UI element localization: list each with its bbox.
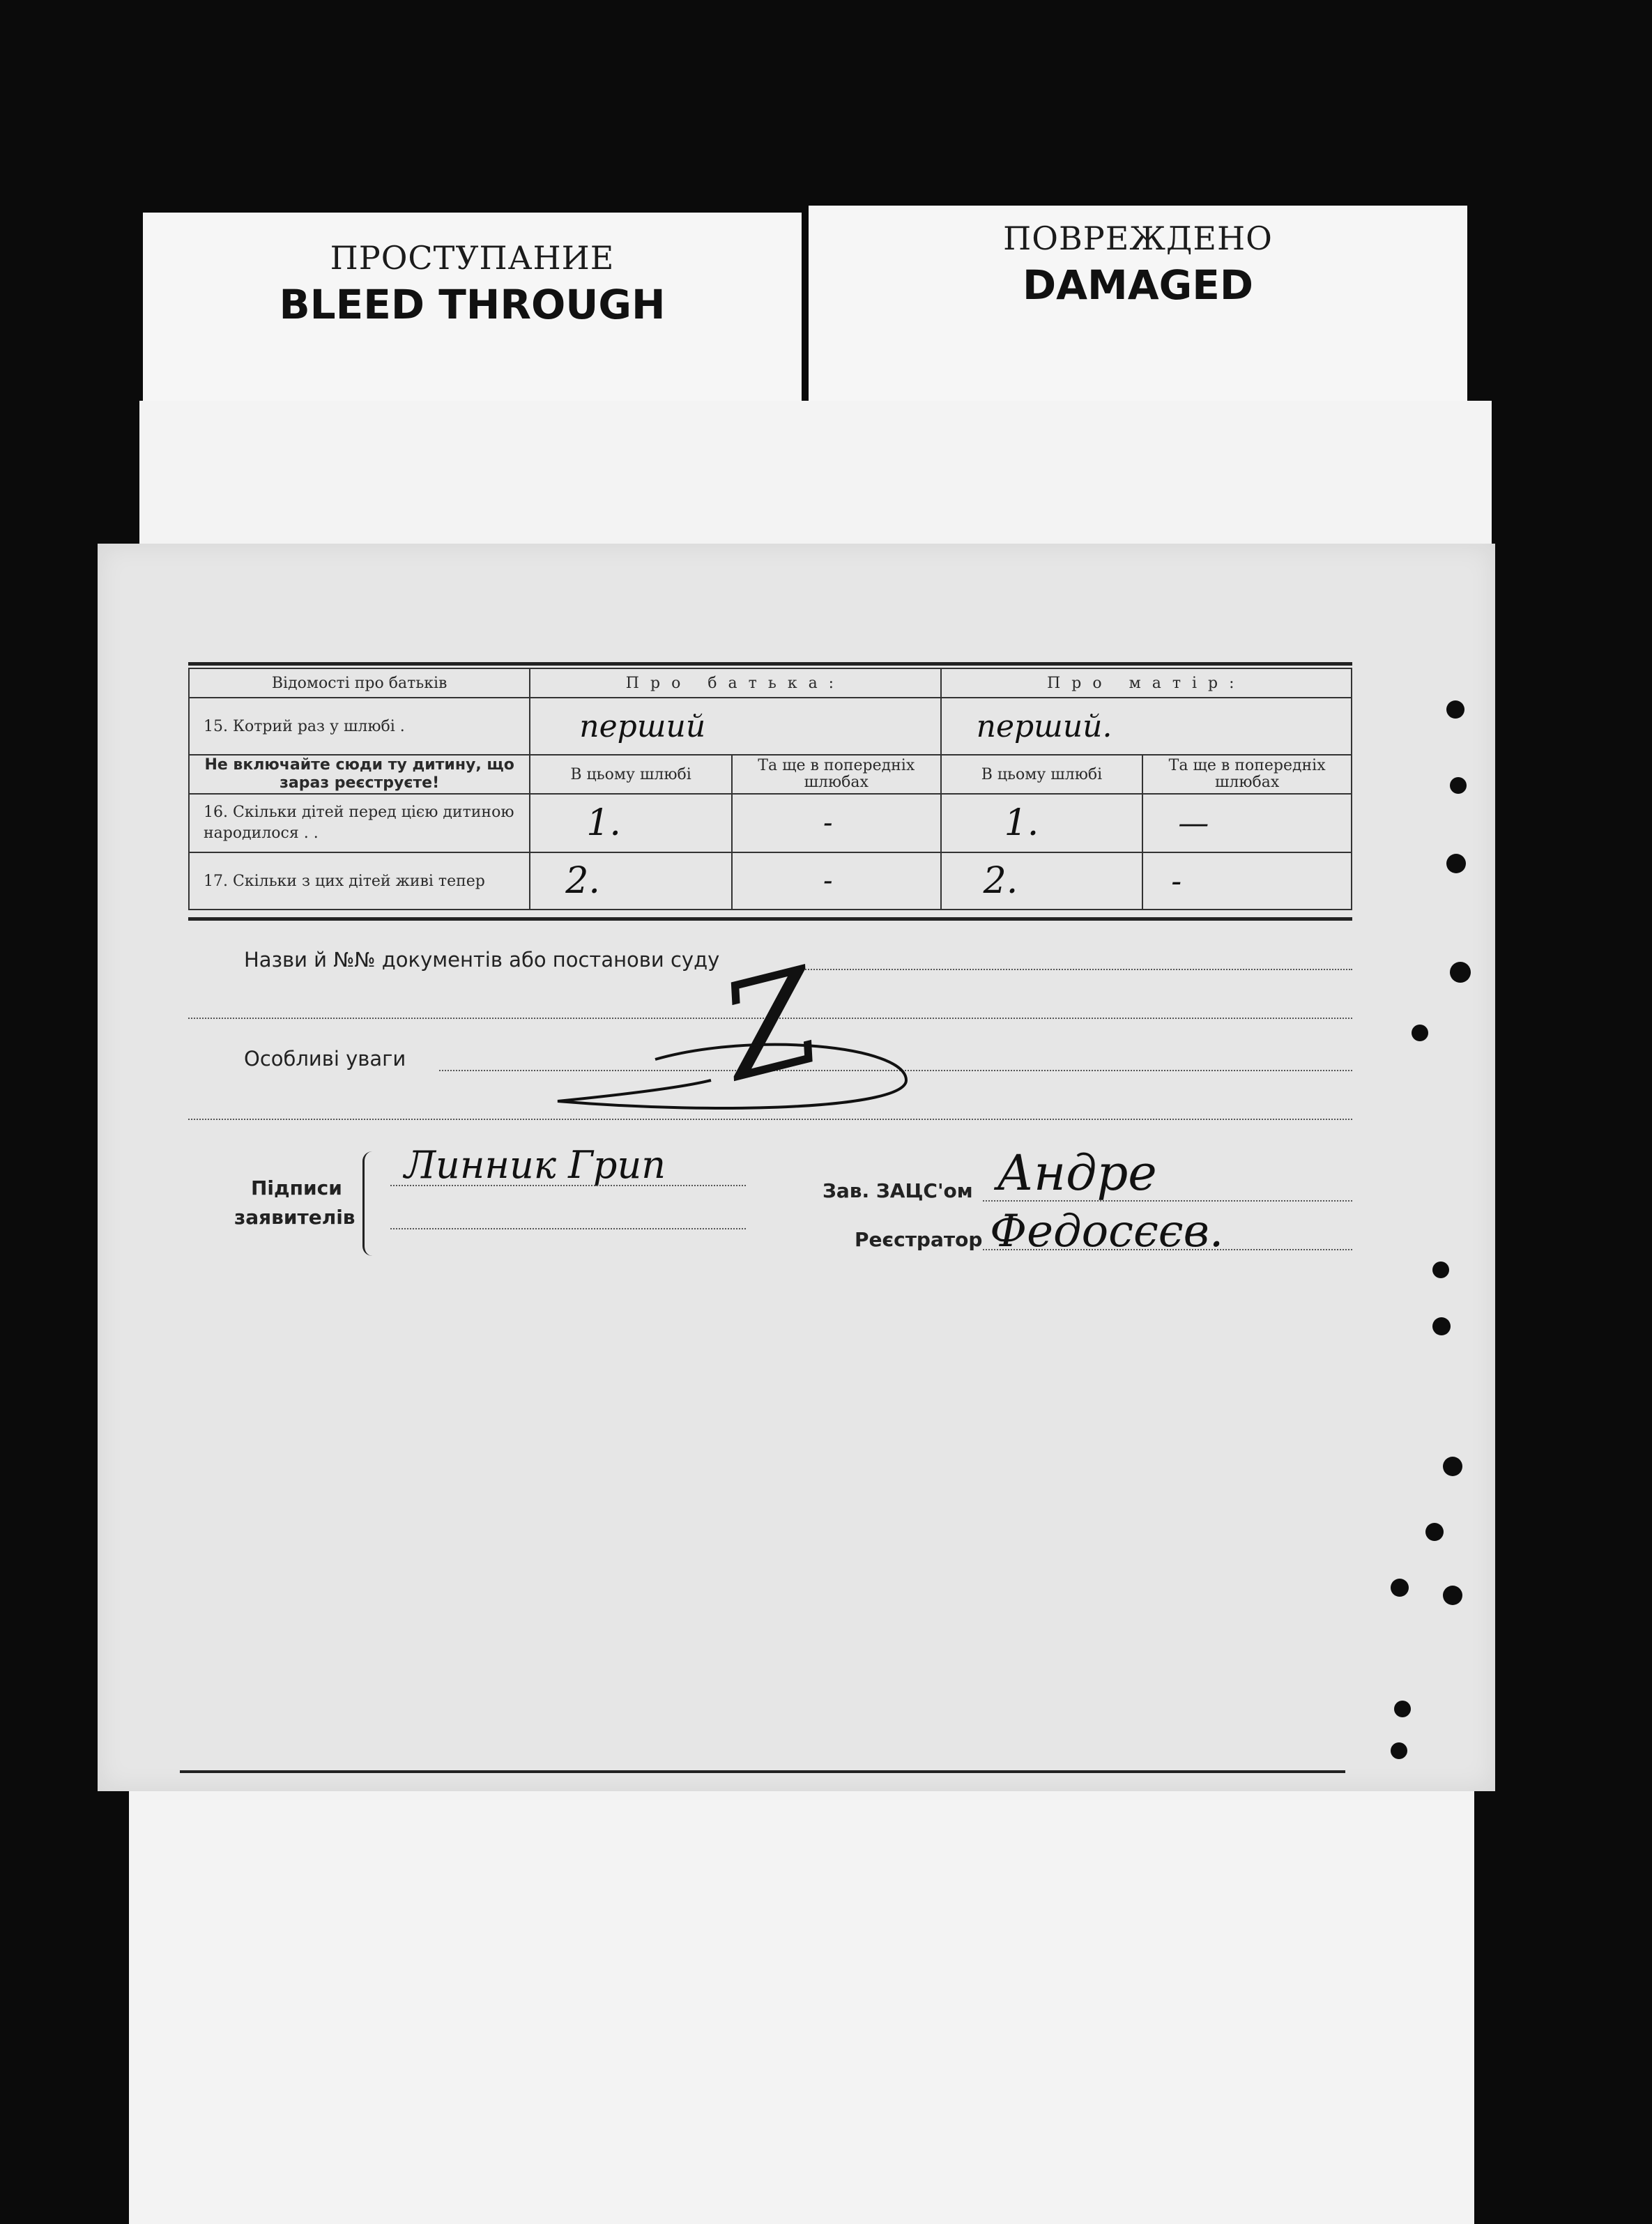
signatures-label-2: заявителів	[234, 1206, 355, 1229]
bleed-through-en: BLEED THROUGH	[279, 281, 666, 328]
row17-f-prev: -	[732, 852, 941, 910]
row15-label: 15. Котрий раз у шлюбі .	[189, 698, 530, 755]
notes-z-flourish	[544, 1018, 934, 1115]
punch-hole	[1450, 777, 1467, 794]
row16-f-prev: -	[732, 794, 941, 852]
registrar-label: Реєстратор	[855, 1228, 983, 1251]
damaged-en: DAMAGED	[1022, 261, 1253, 309]
documents-label: Назви й №№ документів або постанови суду	[244, 948, 720, 972]
head-label: Зав. ЗАЦС'ом	[823, 1179, 973, 1202]
mother-prev-marriages: Та ще в попередніх шлюбах	[1142, 755, 1352, 794]
bleed-through-ru: ПРОСТУПАНИЕ	[330, 239, 615, 277]
punch-hole	[1432, 1317, 1451, 1335]
table-header-row	[189, 668, 1352, 698]
registrar-line	[983, 1249, 1352, 1250]
signatures-label-1: Підписи	[251, 1176, 342, 1199]
row15-father: перший	[530, 698, 940, 755]
row16-m-prev: —	[1142, 794, 1352, 852]
notes-z-mark: Z	[708, 939, 834, 1111]
head-line	[983, 1200, 1352, 1202]
punch-hole	[1443, 1457, 1462, 1476]
header-mother: Про матір:	[941, 668, 1352, 698]
row15-mother: перший.	[941, 698, 1352, 755]
head-signature: Андре	[997, 1144, 1157, 1202]
applicant-line-1	[390, 1185, 746, 1186]
applicant-line-2	[390, 1228, 746, 1229]
row16-label: 16. Скільки дітей перед цією дитиною народилося . .	[189, 794, 530, 852]
damaged-card	[809, 206, 1467, 401]
registration-form	[98, 544, 1495, 1791]
back-sheet-top	[139, 401, 1492, 568]
punch-hole	[1446, 700, 1464, 719]
row-17	[189, 852, 1352, 910]
table-top-rule	[188, 662, 1352, 666]
form-bottom-rule	[180, 1770, 1345, 1773]
row-15	[189, 698, 1352, 755]
father-this-marriage: В цьому шлюбі	[530, 755, 732, 794]
punch-hole	[1450, 962, 1471, 983]
applicant-signature: Линник Грип	[404, 1143, 666, 1187]
row17-f-this: 2.	[530, 852, 732, 910]
notes-line-2	[188, 1119, 1352, 1120]
exclude-note: Не включайте сюди ту дитину, що зараз реєструєте!	[189, 755, 530, 794]
punch-hole	[1394, 1701, 1411, 1717]
parents-table	[188, 668, 1352, 910]
registrar-signature: Федосєєв.	[990, 1206, 1224, 1257]
mother-this-marriage: В цьому шлюбі	[941, 755, 1143, 794]
documents-line-1	[795, 969, 1352, 970]
header-father: Про батька:	[530, 668, 940, 698]
punch-hole	[1443, 1586, 1462, 1605]
punch-hole	[1432, 1261, 1449, 1278]
row17-label: 17. Скільки з цих дітей живі тепер	[189, 852, 530, 910]
signatures-bracket	[362, 1151, 374, 1256]
row17-m-this: 2.	[941, 852, 1143, 910]
row16-m-this: 1.	[941, 794, 1143, 852]
punch-hole	[1446, 854, 1466, 873]
punch-hole	[1412, 1025, 1428, 1041]
subheader-row	[189, 755, 1352, 794]
father-prev-marriages: Та ще в попередніх шлюбах	[732, 755, 941, 794]
header-parents-info: Відомості про батьків	[189, 668, 530, 698]
notes-label: Особливі уваги	[244, 1047, 406, 1071]
row16-f-this: 1.	[530, 794, 732, 852]
punch-hole	[1391, 1742, 1407, 1759]
row-16	[189, 794, 1352, 852]
punch-hole	[1425, 1523, 1444, 1541]
back-sheet-bottom	[129, 1784, 1474, 2224]
table-bottom-rule	[188, 917, 1352, 921]
damaged-ru: ПОВРЕЖДЕНО	[1003, 220, 1273, 257]
punch-hole	[1391, 1579, 1409, 1597]
row17-m-prev: -	[1142, 852, 1352, 910]
bleed-through-card	[143, 213, 802, 401]
